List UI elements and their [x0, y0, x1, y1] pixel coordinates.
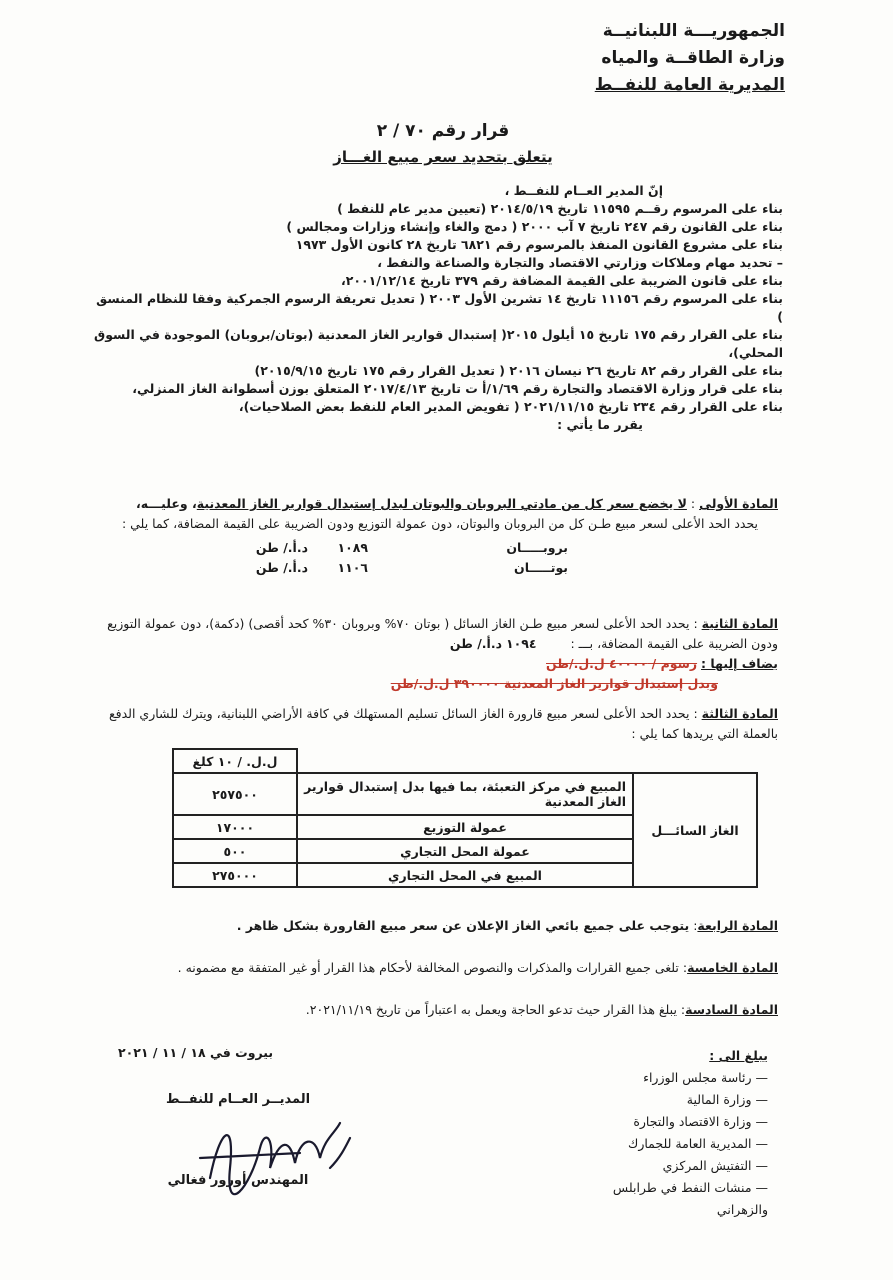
- article-3: المادة الثالثة : يحدد الحد الأعلى لسعر مبيع قارورة الغاز السائل تسليم المستهلك في كافة الأراضي اللبنانية، ويترك للشاري الدفع بالعملة التي يريدها كما يلي :: [108, 706, 778, 741]
- article-6: المادة السادسة: يبلغ هذا القرار حيث تدعو الحاجة ويعمل به اعتباراً من تاريخ ٢٠٢١/١١/١٩.: [305, 1002, 778, 1017]
- decision-number: قرار رقم ٧٠ / ٢: [376, 121, 510, 141]
- article-5-text: تلغى جميع القرارات والمذكرات والنصوص المخالفة لأحكام هذا القرار أو غير المتفقة مع مضمونه .: [177, 960, 679, 975]
- article-6-label: المادة السادسة: [685, 1002, 778, 1017]
- product-row: [88, 558, 568, 578]
- preamble-item: بناء على القانون رقم ٢٤٧ تاريخ ٧ آب ٢٠٠٠ ( دمج والغاء وإنشاء وزارات ومجالس ): [286, 219, 783, 234]
- product-name: بوتـــــان: [514, 560, 568, 575]
- row-label: المبيع في المحل التجاري: [297, 863, 633, 887]
- place-date: بيروت في ١٨ / ١١ / ٢٠٢١: [118, 1045, 274, 1060]
- added-label: يضاف إليها :: [701, 656, 778, 671]
- article-3-text: يحدد الحد الأعلى لسعر مبيع قارورة الغاز السائل تسليم المستهلك في كافة الأراضي اللبنانية، ويترك للشاري الدفع بالعملة التي يريدها كما يلي :: [108, 706, 778, 741]
- row-label: عمولة التوزيع: [297, 815, 633, 839]
- article-5-label: المادة الخامسة: [687, 960, 778, 975]
- distribution-list: [568, 1045, 768, 1221]
- article-2-text: يحدد الحد الأعلى لسعر مبيع طـن الغاز السائل ( بوتان ٧٠% وبروبان ٣٠% كحد أقصى) (دكمة)، دون عمولة التوزيع ودون الضريبة على القيمة المضافة، بـــ :: [107, 616, 778, 651]
- cc-item: — رئاسة مجلس الوزراء: [568, 1067, 768, 1089]
- preamble-item: بناء على المرسوم رقــم ١١٥٩٥ تاريخ ٢٠١٤/٥/١٩ (تعيين مدير عام للنفط ): [337, 201, 783, 216]
- article-1-body: يحدد الحد الأعلى لسعر مبيع طـن كل من البروبان والبوتان، دون عمولة التوزيع ودون الضريبة على القيمة المضافة، كما يلي :: [121, 516, 758, 531]
- preamble: [93, 182, 783, 434]
- unit-header: ل.ل. / ١٠ كلغ: [173, 749, 297, 773]
- decision-subject: يتعلق بتحديد سعر مبيع الغـــاز: [333, 148, 553, 166]
- cc-item: — التفتيش المركزي: [568, 1155, 768, 1177]
- article-1-lead: لا يخضع سعر كل من مادتي البروبان والبوتان لبدل إستبدال قوارير الغاز المعدنية: [196, 496, 687, 511]
- product-name: بروبـــــان: [506, 540, 568, 555]
- table-header-row: [173, 749, 757, 773]
- group-label: الغاز السائـــل: [633, 773, 757, 887]
- article-1-label: المادة الأولى: [699, 496, 778, 511]
- handwritten-signature: [180, 1108, 360, 1198]
- cc-item: — وزارة الاقتصاد والتجارة: [568, 1111, 768, 1133]
- price-table: [172, 748, 758, 888]
- table-row: [173, 773, 757, 815]
- product-unit: د.أ./ طن: [255, 540, 308, 555]
- article-2: المادة الثانية : يحدد الحد الأعلى لسعر مبيع طـن الغاز السائل ( بوتان ٧٠% وبروبان ٣٠% كحد أقصى) (دكمة)، دون عمولة التوزيع ودون الضريبة على القيمة المضافة، بـــ : ١٠٩٤ د.أ./ طن يضاف إليها : رسوم / ٤٠٠٠٠ ل.ل./طن وبدل إستبدال قوارير الغاز المعدنية ٣٩٠٠٠٠ ل.ل./طن: [107, 616, 778, 691]
- preamble-item: – تحديد مهام وملاكات وزارتي الاقتصاد والتجارة والصناعة والنفط ،: [377, 255, 783, 270]
- row-value: ٥٠٠: [173, 839, 297, 863]
- preamble-item: بناء على القرار رقم ٨٢ تاريخ ٢٦ نيسان ٢٠١٦ ( تعديل القرار رقم ١٧٥ تاريخ ٢٠١٥/٩/١٥): [254, 363, 783, 378]
- product-row: [88, 538, 568, 558]
- article-4: المادة الرابعة: يتوجب على جميع بائعي الغاز الإعلان عن سعر مبيع القارورة بشكل ظاهر .: [236, 918, 778, 933]
- article-4-text: يتوجب على جميع بائعي الغاز الإعلان عن سعر مبيع القارورة بشكل ظاهر .: [236, 918, 690, 933]
- decision-title: [313, 118, 573, 170]
- signer-title: المديــر العــام للنفــط: [165, 1092, 311, 1107]
- struck-fee: رسوم / ٤٠٠٠٠ ل.ل./طن: [546, 656, 698, 671]
- republic-name: الجمهوريـــة اللبنانيــة: [602, 21, 785, 41]
- article-2-unit: د.أ./ طن: [449, 636, 502, 651]
- preamble-item: بناء على القرار رقم ١٧٥ تاريخ ١٥ أيلول ٢٠١٥( إستبدال قوارير الغاز المعدنية (بوتان/بروبان) الموجودة في السوق المحلي)،: [94, 327, 783, 360]
- article-5: المادة الخامسة: تلغى جميع القرارات والمذكرات والنصوص المخالفة لأحكام هذا القرار أو غير المتفقة مع مضمونه .: [177, 960, 778, 975]
- article-1-tail: ، وعليـــه،: [136, 496, 197, 511]
- directorate-name: المديرية العامة للنفــط: [594, 75, 785, 95]
- article-2-label: المادة الثانية: [701, 616, 778, 631]
- article-6-text: يبلغ هذا القرار حيث تدعو الحاجة ويعمل به اعتباراً من تاريخ ٢٠٢١/١١/١٩.: [305, 1002, 677, 1017]
- preamble-item: بناء على المرسوم رقم ١١١٥٦ تاريخ ١٤ تشرين الأول ٢٠٠٣ ( تعديل تعريفة الرسوم الجمركية وفقا للنظام المنسق ): [96, 291, 783, 324]
- cc-item: — منشات النفط في طرابلس والزهراني: [568, 1177, 768, 1221]
- product-unit: د.أ./ طن: [255, 560, 308, 575]
- signer-name: المهندس أورور فغالي: [167, 1173, 309, 1188]
- preamble-item: بناء على قرار وزارة الاقتصاد والتجارة رقم ١/٦٩/أ ت تاريخ ٢٠١٧/٤/١٣ المتعلق بوزن أسطوانة الغاز المنزلي،: [132, 381, 783, 396]
- preamble-item: بناء على مشروع القانون المنفذ بالمرسوم رقم ٦٨٢١ تاريخ ٢٨ كانون الأول ١٩٧٣: [295, 237, 783, 252]
- letterhead: [595, 18, 785, 99]
- ministry-name: وزارة الطاقــة والمياه: [601, 48, 785, 68]
- product-price: ١١٠٦: [337, 560, 368, 575]
- row-value: ٢٧٥٠٠٠: [173, 863, 297, 887]
- struck-replacement-fee: وبدل إستبدال قوارير الغاز المعدنية ٣٩٠٠٠٠ ل.ل./طن: [390, 676, 718, 691]
- row-value: ١٧٠٠٠: [173, 815, 297, 839]
- row-value: ٢٥٧٥٠٠: [173, 773, 297, 815]
- row-label: عمولة المحل التجاري: [297, 839, 633, 863]
- preamble-item: بناء على قانون الضريبة على القيمة المضافة رقم ٣٧٩ تاريخ ٢٠٠١/١٢/١٤،: [341, 273, 783, 288]
- cc-item: — المديرية العامة للجمارك: [568, 1133, 768, 1155]
- article-1: المادة الأولى : لا يخضع سعر كل من مادتي البروبان والبوتان لبدل إستبدال قوارير الغاز المعدنية، وعليـــه، يحدد الحد الأعلى لسعر مبيع طـن كل من البروبان والبوتان، دون عمولة التوزيع ودون الضريبة على القيمة المضافة، كما يلي : بروبـــــان ١٠٨٩ د.أ./ طن بوتـــــان ١١٠٦ د.أ./ طن: [88, 494, 778, 578]
- cc-label: يبلغ الى :: [709, 1048, 768, 1063]
- article-4-label: المادة الرابعة: [697, 918, 778, 933]
- cc-item: — وزارة المالية: [568, 1089, 768, 1111]
- article-3-label: المادة الثالثة: [701, 706, 778, 721]
- preamble-opening: إنّ المدير العــام للنفــط ،: [504, 183, 663, 198]
- product-price: ١٠٨٩: [337, 540, 368, 555]
- preamble-item: بناء على القرار رقم ٢٣٤ تاريخ ٢٠٢١/١١/١٥ ( تفويض المدير العام للنفط بعض الصلاحيات)،: [238, 399, 783, 414]
- row-label: المبيع في مركز التعبئة، بما فيها بدل إستبدال قوارير الغاز المعدنية: [297, 773, 633, 815]
- decides-line: يقرر ما يأتي :: [557, 417, 643, 432]
- article-2-value: ١٠٩٤: [505, 636, 537, 651]
